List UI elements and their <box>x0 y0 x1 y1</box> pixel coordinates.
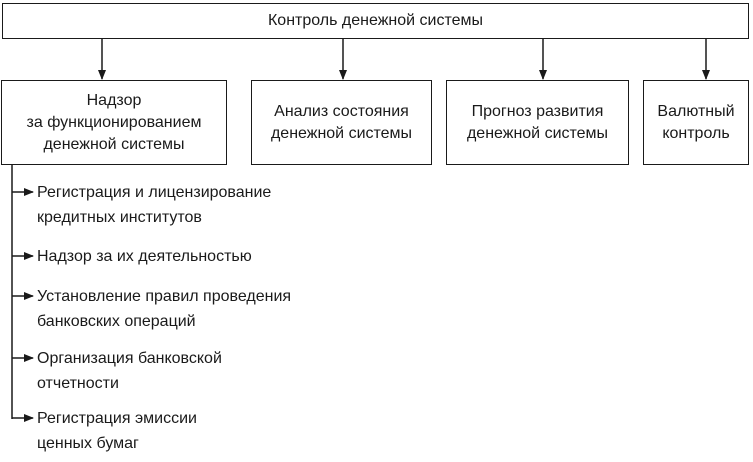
function-box-currency-control: Валютный контроль <box>643 80 749 165</box>
function-box-analysis: Анализ состояния денежной системы <box>251 80 432 165</box>
function-box-supervision: Надзор за функционированием денежной системы <box>1 80 227 165</box>
supervision-item-registration-licensing: Регистрация и лицензирование кредитных институтов <box>37 184 272 226</box>
supervision-item-activity-oversight: Надзор за их деятельностью <box>37 248 252 265</box>
supervision-item-banking-rules: Установление правил проведения банковских операций <box>37 288 292 330</box>
function-box-forecast: Прогноз развития денежной системы <box>446 80 629 165</box>
supervision-item-securities-emission: Регистрация эмиссии ценных бумаг <box>37 410 197 452</box>
root-box-money-system-control: Контроль денежной системы <box>2 3 749 39</box>
supervision-item-bank-reporting: Организация банковской отчетности <box>37 350 222 392</box>
